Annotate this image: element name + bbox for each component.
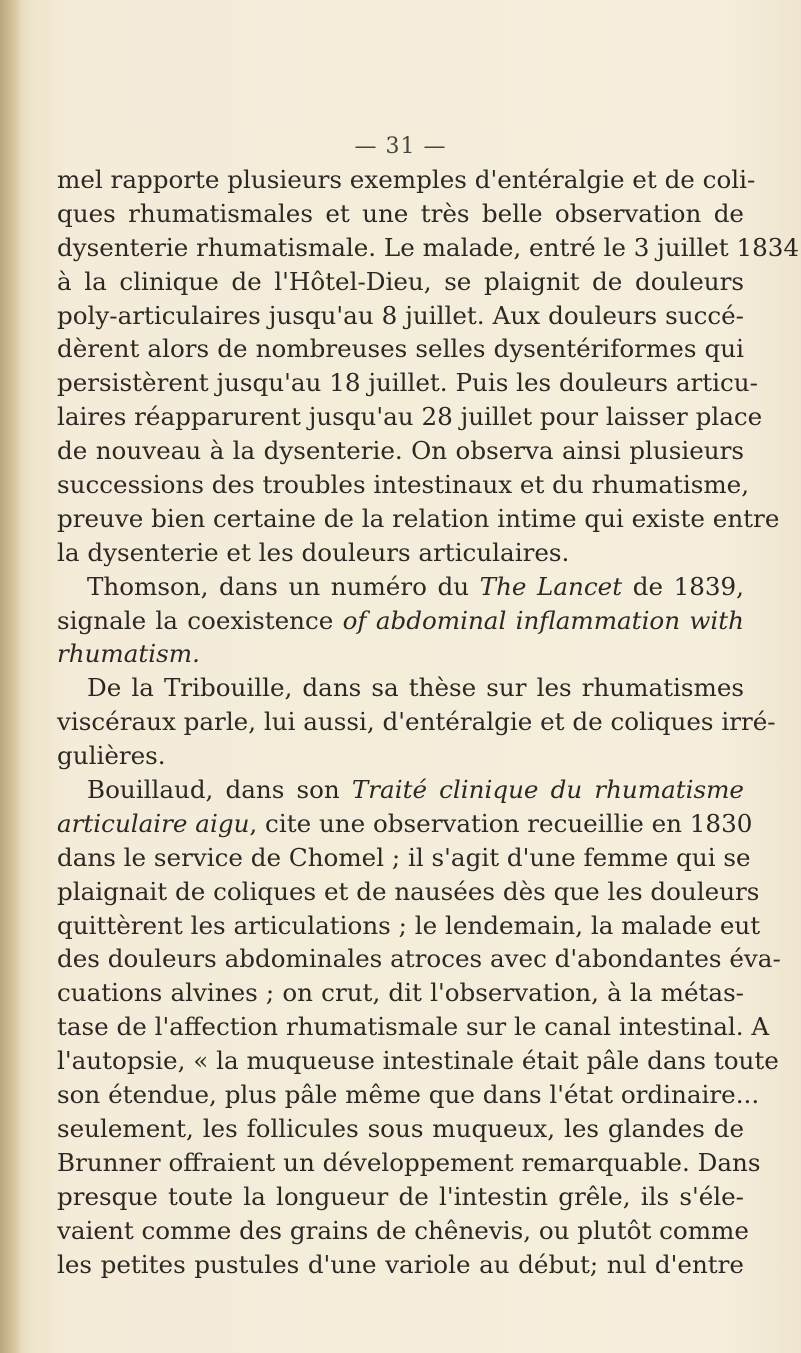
- text-segment: gulières.: [57, 741, 166, 771]
- text-segment: son étendue, plus pâle même que dans l'état ordinaire...: [57, 1080, 760, 1110]
- text-segment: mel rapporte plusieurs exemples d'entéralgie et de coli-: [57, 165, 756, 194]
- text-segment: signale la coexistence: [57, 605, 343, 635]
- text-segment: dans le service de Chomel ; il s'agit d'une femme qui se: [57, 842, 751, 872]
- text-line: [57, 265, 744, 299]
- binding-shadow: [0, 0, 22, 1353]
- text-segment: la dysenterie et les douleurs articulaires.: [57, 537, 570, 567]
- text-line: [57, 909, 761, 943]
- text-line: [57, 1112, 744, 1146]
- text-line: [57, 231, 800, 265]
- text-line: [57, 332, 744, 366]
- text-line: [57, 434, 744, 468]
- text-segment: , cite une observation recueillie en 1830: [249, 808, 753, 838]
- text-segment: presque toute la longueur de l'intestin grêle, ils s'éle-: [57, 1181, 744, 1211]
- text-segment: tase de l'affection rhumatismale sur le canal intestinal. A: [57, 1012, 770, 1042]
- text-line: [57, 1010, 770, 1044]
- text-line: [57, 875, 760, 909]
- text-line: [57, 637, 744, 671]
- text-line: [57, 468, 750, 502]
- italic-title: articulaire aigu: [57, 808, 250, 838]
- text-segment: à la clinique de l'Hôtel-Dieu, se plaignit de douleurs: [57, 266, 744, 296]
- text-line: [57, 773, 744, 807]
- text-segment: De la Tribouille, dans sa thèse sur les rhumatismes: [87, 673, 744, 703]
- text-segment: vaient comme des grains de chênevis, ou plutôt comme: [57, 1215, 749, 1245]
- text-line: [57, 1214, 749, 1248]
- text-segment: des douleurs abdominales atroces avec d'abondantes éva-: [57, 944, 781, 974]
- text-line: [57, 841, 751, 875]
- text-segment: viscéraux parle, lui aussi, d'entéralgie et de coliques irré-: [57, 707, 776, 737]
- text-line: [57, 502, 780, 536]
- text-line: [57, 299, 744, 333]
- text-line: [57, 163, 756, 197]
- text-line: [57, 400, 763, 434]
- text-segment: preuve bien certaine de la relation intime qui existe entre: [57, 503, 780, 533]
- page-number: — 31 —: [354, 134, 447, 159]
- text-line: [57, 739, 744, 773]
- text-line: [57, 1248, 744, 1282]
- text-segment: seulement, les follicules sous muqueux, les glandes de: [57, 1113, 744, 1143]
- text-segment: Thomson, dans un numéro du: [87, 571, 480, 601]
- text-segment: quittèrent les articulations ; le lendemain, la malade eut: [57, 910, 761, 940]
- body-text: [57, 163, 800, 1281]
- text-line: [57, 366, 758, 400]
- text-segment: successions des troubles intestinaux et du rhumatisme,: [57, 470, 750, 500]
- text-segment: plaignait de coliques et de nausées dès que les douleurs: [57, 876, 760, 906]
- text-line: [57, 942, 781, 976]
- text-line: [57, 1078, 760, 1112]
- text-line: [57, 807, 753, 841]
- text-line: [57, 705, 776, 739]
- text-segment: persistèrent jusqu'au 18 juillet. Puis les douleurs articu-: [57, 368, 758, 398]
- italic-title: of abdominal inflammation with: [342, 605, 744, 635]
- text-segment: poly-articulaires jusqu'au 8 juillet. Aux douleurs succé-: [57, 300, 744, 330]
- text-segment: l'autopsie, « la muqueuse intestinale était pâle dans toute: [57, 1046, 779, 1076]
- text-segment: les petites pustules d'une variole au début; nul d'entre: [57, 1249, 744, 1279]
- text-segment: dèrent alors de nombreuses selles dysentériformes qui: [57, 334, 744, 364]
- text-segment: Brunner offraient un développement remarquable. Dans: [57, 1147, 761, 1177]
- text-line: [57, 1044, 779, 1078]
- text-segment: dysenterie rhumatismale. Le malade, entré le 3 juillet 1834: [57, 232, 800, 262]
- text-line: [57, 570, 744, 604]
- text-line: [57, 1146, 761, 1180]
- text-line: [57, 197, 744, 231]
- italic-title: rhumatism.: [57, 639, 200, 669]
- text-line: [57, 671, 744, 705]
- text-segment: ques rhumatismales et une très belle observation de: [57, 198, 744, 228]
- text-segment: cuations alvines ; on crut, dit l'observation, à la métas-: [57, 978, 744, 1008]
- text-line: [57, 604, 744, 638]
- text-segment: Bouillaud, dans son: [87, 775, 352, 805]
- text-line: [57, 1180, 744, 1214]
- text-segment: laires réapparurent jusqu'au 28 juillet pour laisser place: [57, 402, 763, 432]
- text-line: [57, 536, 744, 570]
- text-segment: de 1839,: [622, 571, 744, 601]
- text-segment: de nouveau à la dysenterie. On observa ainsi plusieurs: [57, 436, 744, 466]
- italic-title: Traité clinique du rhumatisme: [351, 775, 744, 805]
- text-line: [57, 976, 744, 1010]
- italic-title: The Lancet: [479, 571, 623, 601]
